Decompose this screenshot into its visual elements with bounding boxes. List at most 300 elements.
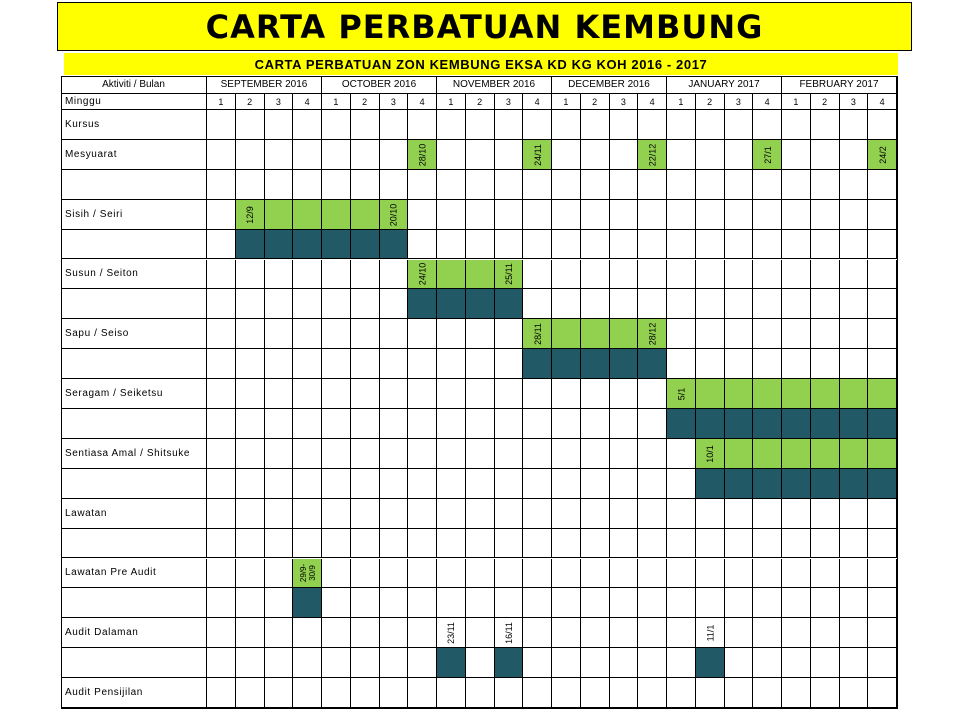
actual-bar-cell [868, 409, 897, 439]
grid-cell [495, 170, 524, 200]
grid-cell [638, 559, 667, 589]
week-number: 2 [466, 94, 495, 110]
grid-cell [638, 409, 667, 439]
date-label: 11/1 [705, 624, 716, 642]
grid-cell [782, 170, 811, 200]
grid-cell [207, 559, 236, 589]
grid-cell [725, 260, 754, 290]
grid-cell [408, 409, 437, 439]
grid-cell [811, 588, 840, 618]
grid-cell [782, 200, 811, 230]
grid-cell [725, 559, 754, 589]
grid-cell [322, 170, 351, 200]
grid-cell [552, 140, 581, 170]
grid-cell [840, 140, 869, 170]
grid-cell [610, 379, 639, 409]
actual-row-label [61, 409, 207, 439]
grid-cell [581, 618, 610, 648]
actual-row-label [61, 349, 207, 379]
grid-cell [322, 678, 351, 708]
plan-bar-cell [725, 439, 754, 469]
actual-row-label [61, 529, 207, 559]
plan-bar-cell [581, 319, 610, 349]
grid-cell [265, 648, 294, 678]
date-label: 24/11 [532, 143, 543, 166]
grid-cell [495, 409, 524, 439]
grid-cell [753, 170, 782, 200]
grid-cell [552, 170, 581, 200]
grid-cell [380, 140, 409, 170]
grid-cell [351, 499, 380, 529]
grid-cell [840, 588, 869, 618]
week-number: 4 [293, 94, 322, 110]
actual-bar-cell [811, 469, 840, 499]
grid-cell [696, 170, 725, 200]
grid-cell [408, 559, 437, 589]
week-number: 3 [840, 94, 869, 110]
grid-cell [380, 678, 409, 708]
grid-cell [265, 618, 294, 648]
grid-cell [725, 289, 754, 319]
grid-cell [782, 618, 811, 648]
header-activity-label: Aktiviti / Bulan [61, 76, 207, 94]
grid-cell [293, 260, 322, 290]
plan-bar-cell [753, 379, 782, 409]
actual-bar-cell [322, 230, 351, 260]
date-label: 24/10 [417, 263, 428, 286]
grid-cell [753, 110, 782, 140]
grid-cell [667, 170, 696, 200]
grid-cell [725, 349, 754, 379]
grid-cell [236, 559, 265, 589]
actual-row-label [61, 230, 207, 260]
grid-cell [868, 349, 897, 379]
actual-bar-cell [667, 409, 696, 439]
grid-cell [638, 588, 667, 618]
grid-cell [380, 439, 409, 469]
plan-bar-cell [293, 200, 322, 230]
grid-cell [552, 499, 581, 529]
grid-cell [236, 319, 265, 349]
grid-cell [782, 588, 811, 618]
grid-cell [495, 529, 524, 559]
grid-cell [495, 439, 524, 469]
grid-cell [696, 230, 725, 260]
grid-cell [408, 648, 437, 678]
grid-cell [437, 529, 466, 559]
grid-cell [840, 678, 869, 708]
actual-bar-cell [293, 588, 322, 618]
grid-cell [868, 319, 897, 349]
actual-row-label [61, 170, 207, 200]
grid-cell [437, 230, 466, 260]
date-label: 23/11 [446, 622, 457, 645]
grid-cell [696, 678, 725, 708]
grid-cell [322, 289, 351, 319]
actual-bar-cell [753, 469, 782, 499]
plan-bar-cell [466, 260, 495, 290]
header-week-label: Minggu [61, 94, 207, 110]
week-number: 3 [610, 94, 639, 110]
grid-cell [466, 200, 495, 230]
plan-bar-cell [351, 200, 380, 230]
plan-bar-cell [782, 439, 811, 469]
grid-cell [351, 170, 380, 200]
grid-cell [782, 319, 811, 349]
grid-cell [782, 260, 811, 290]
week-number: 1 [552, 94, 581, 110]
grid-cell [322, 110, 351, 140]
grid-cell [293, 678, 322, 708]
grid-cell [753, 588, 782, 618]
grid-cell [408, 618, 437, 648]
grid-cell [840, 319, 869, 349]
grid-cell [581, 648, 610, 678]
grid-cell [696, 289, 725, 319]
grid-cell [696, 140, 725, 170]
grid-cell [293, 618, 322, 648]
week-number: 2 [811, 94, 840, 110]
month-header: FEBRUARY 2017 [782, 76, 897, 94]
grid-cell [236, 439, 265, 469]
week-number: 4 [753, 94, 782, 110]
date-label: 28/11 [532, 323, 543, 346]
grid-cell [466, 409, 495, 439]
grid-cell [293, 439, 322, 469]
grid-cell [811, 559, 840, 589]
grid-cell [293, 499, 322, 529]
grid-cell [495, 140, 524, 170]
grid-cell [380, 648, 409, 678]
grid-cell [868, 499, 897, 529]
actual-bar-cell [782, 469, 811, 499]
grid-cell [811, 260, 840, 290]
grid-cell [322, 409, 351, 439]
grid-cell [667, 140, 696, 170]
grid-cell [610, 618, 639, 648]
grid-cell [811, 319, 840, 349]
grid-cell [380, 409, 409, 439]
grid-cell [236, 140, 265, 170]
grid-cell [495, 200, 524, 230]
grid-cell [236, 289, 265, 319]
activity-label: Audit Pensijilan [61, 678, 207, 708]
grid-cell [696, 349, 725, 379]
grid-cell [265, 529, 294, 559]
grid-cell [351, 349, 380, 379]
grid-cell [581, 499, 610, 529]
grid-cell [351, 678, 380, 708]
plan-bar-cell [811, 379, 840, 409]
plan-bar-cell [753, 439, 782, 469]
week-number: 2 [236, 94, 265, 110]
grid-cell [610, 230, 639, 260]
grid-cell [265, 588, 294, 618]
plan-bar-cell [840, 379, 869, 409]
grid-cell [236, 469, 265, 499]
grid-cell [667, 618, 696, 648]
grid-cell [725, 170, 754, 200]
grid-cell [638, 170, 667, 200]
grid-cell [811, 349, 840, 379]
grid-cell [351, 529, 380, 559]
grid-cell [466, 678, 495, 708]
date-label: 5/1 [676, 387, 687, 401]
grid-cell [380, 588, 409, 618]
grid-cell [753, 529, 782, 559]
grid-cell [523, 260, 552, 290]
grid-cell [437, 559, 466, 589]
grid-cell [811, 140, 840, 170]
grid-cell [610, 499, 639, 529]
grid-cell [265, 260, 294, 290]
grid-cell [265, 319, 294, 349]
grid-cell [725, 499, 754, 529]
grid-cell [207, 439, 236, 469]
grid-cell [351, 319, 380, 349]
actual-bar-cell [523, 349, 552, 379]
grid-cell [207, 289, 236, 319]
grid-cell [523, 678, 552, 708]
actual-bar-cell [725, 409, 754, 439]
grid-cell [351, 140, 380, 170]
grid-cell [293, 140, 322, 170]
month-header: NOVEMBER 2016 [437, 76, 552, 94]
grid-cell [811, 289, 840, 319]
grid-cell [466, 529, 495, 559]
grid-cell [581, 260, 610, 290]
actual-row-label [61, 588, 207, 618]
actual-bar-cell [552, 349, 581, 379]
grid-cell [495, 379, 524, 409]
grid-cell [552, 618, 581, 648]
week-number: 1 [322, 94, 351, 110]
grid-cell [523, 529, 552, 559]
grid-cell [552, 260, 581, 290]
actual-row-label [61, 289, 207, 319]
grid-cell [581, 409, 610, 439]
grid-cell [811, 618, 840, 648]
activity-label: Susun / Seiton [61, 260, 207, 290]
grid-cell [581, 289, 610, 319]
grid-cell [667, 319, 696, 349]
grid-cell [581, 379, 610, 409]
week-number: 2 [581, 94, 610, 110]
grid-cell [322, 140, 351, 170]
plan-bar-cell [782, 379, 811, 409]
grid-cell [696, 319, 725, 349]
grid-cell [207, 110, 236, 140]
grid-cell [811, 110, 840, 140]
grid-cell [207, 349, 236, 379]
grid-cell [667, 648, 696, 678]
grid-cell [840, 559, 869, 589]
week-number: 1 [207, 94, 236, 110]
grid-cell [265, 349, 294, 379]
week-number: 4 [523, 94, 552, 110]
grid-cell [552, 439, 581, 469]
grid-cell [638, 469, 667, 499]
grid-cell [265, 439, 294, 469]
grid-cell [495, 559, 524, 589]
actual-bar-cell [236, 230, 265, 260]
grid-cell [753, 319, 782, 349]
grid-cell [236, 499, 265, 529]
grid-cell [753, 648, 782, 678]
grid-cell [322, 260, 351, 290]
grid-cell [868, 110, 897, 140]
grid-cell [523, 200, 552, 230]
grid-cell [552, 289, 581, 319]
grid-cell [753, 678, 782, 708]
grid-cell [811, 499, 840, 529]
grid-cell [408, 349, 437, 379]
week-number: 4 [638, 94, 667, 110]
grid-cell [725, 529, 754, 559]
grid-cell [523, 559, 552, 589]
grid-cell [868, 648, 897, 678]
grid-cell [523, 439, 552, 469]
grid-cell [811, 529, 840, 559]
grid-cell [408, 588, 437, 618]
grid-cell [725, 588, 754, 618]
grid-cell [523, 618, 552, 648]
grid-cell [753, 499, 782, 529]
grid-cell [638, 529, 667, 559]
grid-cell [437, 409, 466, 439]
grid-cell [380, 499, 409, 529]
week-number: 1 [437, 94, 466, 110]
grid-cell [552, 469, 581, 499]
grid-cell [293, 289, 322, 319]
grid-cell [236, 379, 265, 409]
month-header: SEPTEMBER 2016 [207, 76, 322, 94]
grid-cell [868, 588, 897, 618]
grid-cell [207, 200, 236, 230]
grid-cell [207, 170, 236, 200]
grid-cell [782, 289, 811, 319]
date-label: 28/10 [417, 143, 428, 167]
grid-cell [667, 439, 696, 469]
grid-cell [466, 349, 495, 379]
week-number: 2 [351, 94, 380, 110]
grid-cell [293, 469, 322, 499]
actual-bar-cell [466, 289, 495, 319]
actual-bar-cell [840, 409, 869, 439]
actual-bar-cell [610, 349, 639, 379]
grid-cell [322, 559, 351, 589]
grid-cell [725, 319, 754, 349]
grid-cell [638, 618, 667, 648]
plan-bar-cell [696, 379, 725, 409]
grid-cell [868, 529, 897, 559]
actual-bar-cell [696, 648, 725, 678]
grid-cell [437, 200, 466, 230]
grid-cell [840, 529, 869, 559]
grid-cell [610, 529, 639, 559]
activity-label: Lawatan [61, 499, 207, 529]
actual-bar-cell [581, 349, 610, 379]
date-label: 24/2 [877, 146, 888, 164]
plan-bar-cell [437, 260, 466, 290]
grid-cell [610, 409, 639, 439]
grid-cell [437, 110, 466, 140]
grid-cell [207, 618, 236, 648]
plan-bar-cell [840, 439, 869, 469]
grid-cell [523, 499, 552, 529]
actual-bar-cell [293, 230, 322, 260]
grid-cell [840, 170, 869, 200]
month-header: OCTOBER 2016 [322, 76, 437, 94]
actual-bar-cell [811, 409, 840, 439]
grid-cell [696, 110, 725, 140]
grid-cell [638, 648, 667, 678]
grid-cell [552, 409, 581, 439]
week-number: 4 [408, 94, 437, 110]
grid-cell [495, 230, 524, 260]
grid-cell [380, 319, 409, 349]
grid-cell [552, 559, 581, 589]
grid-cell [466, 499, 495, 529]
grid-cell [667, 289, 696, 319]
grid-cell [351, 110, 380, 140]
grid-cell [265, 559, 294, 589]
grid-cell [322, 439, 351, 469]
grid-cell [610, 678, 639, 708]
grid-cell [840, 230, 869, 260]
grid-cell [868, 678, 897, 708]
grid-cell [696, 200, 725, 230]
grid-cell [696, 529, 725, 559]
grid-cell [322, 349, 351, 379]
actual-bar-cell [696, 469, 725, 499]
grid-cell [523, 289, 552, 319]
grid-cell [696, 588, 725, 618]
grid-cell [552, 200, 581, 230]
grid-cell [207, 140, 236, 170]
week-number: 1 [782, 94, 811, 110]
date-label: 16/11 [503, 622, 514, 645]
grid-cell [351, 260, 380, 290]
grid-cell [811, 170, 840, 200]
grid-cell [380, 529, 409, 559]
grid-cell [322, 469, 351, 499]
grid-cell [380, 349, 409, 379]
actual-bar-cell [868, 469, 897, 499]
grid-cell [811, 230, 840, 260]
grid-cell [552, 588, 581, 618]
grid-cell [293, 110, 322, 140]
grid-cell [610, 289, 639, 319]
date-label: 10/1 [704, 445, 715, 463]
grid-cell [753, 200, 782, 230]
grid-cell [610, 469, 639, 499]
grid-cell [610, 200, 639, 230]
grid-cell [408, 678, 437, 708]
grid-cell [581, 469, 610, 499]
activity-label: Audit Dalaman [61, 618, 207, 648]
grid-cell [667, 200, 696, 230]
grid-cell [868, 170, 897, 200]
month-header: JANUARY 2017 [667, 76, 782, 94]
grid-cell [840, 499, 869, 529]
grid-cell [466, 559, 495, 589]
plan-bar-cell [868, 439, 897, 469]
grid-cell [610, 170, 639, 200]
week-number: 3 [725, 94, 754, 110]
actual-row-label [61, 469, 207, 499]
grid-cell [495, 499, 524, 529]
